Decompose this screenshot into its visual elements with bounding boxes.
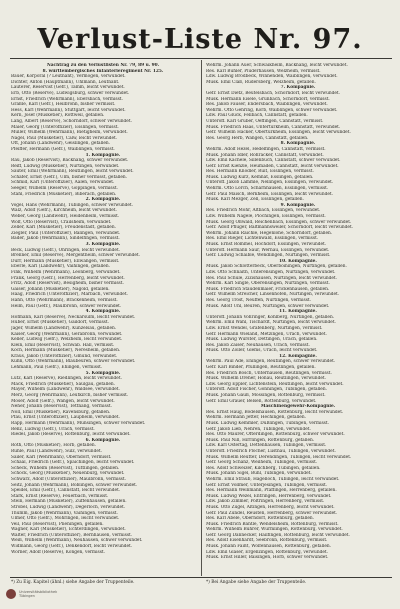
list-entry: Riedel, Jakob (Reserve), Rottenburg, leicht verwundet. [11,432,131,438]
list-entry: Stein, Hermann (Musketier), Zuffenhausen, gefallen. [11,499,127,505]
list-entry: Wörner, Adolf (Reserve), Köngen, vermisst. [11,549,106,555]
list-entry: Neher, Johann (Reservist), Tettnang, vermisst. [11,404,112,410]
footnote-rule [10,577,392,578]
list-entry: Unteroff. Adolf Fischer, Gönningen, Tübingen, gefallen. [206,387,327,393]
list-entry: Res. Emil Rieger, Lichtenwald, Esslingen, vermisst. [206,236,319,242]
list-entry: Musk. Adolf Uhl, Beuren, Nürtingen, schwer verwundet. [206,303,330,309]
section-heading: 7. Kompagnie. [280,85,316,91]
list-entry: Thumm, Jakob (Wehrmann), Vaihingen, vermisst. [11,510,118,516]
list-entry: Kaiser, Georg (Wehrmann), Gerabronn, verwundet. [11,331,123,337]
list-entry: Wehrm. Otto Gehring, Korb, Waiblingen, schwer verwundet. [206,107,338,113]
list-entry: Koch, Hermann (Musketier), Neresheim, gefallen. [11,348,121,354]
list-entry: Gefr. Karl Binder, Pfullingen, Reutlingen, gefallen. [206,365,316,371]
list-entry: Reiff, Ludwig (Musketier), Nürtingen, verwundet. [11,163,120,169]
list-entry: Sailer, Karl (Wehrmann), Oberndorf, vermisst. [11,454,112,460]
list-entry: Veil, Paul (Reservist), Plieningen, gefallen. [11,521,104,527]
title-rule [10,58,392,59]
section-heading: 2. Kompagnie. [85,197,121,203]
list-entry: Seeger, Wilhelm (Reserve), Göppingen, vermisst. [11,186,118,192]
list-entry: Ldw. Emil Glaser, Ergenzingen, Rottenburg, verwundet. [206,549,328,555]
list-entry: Kuhn, Otto (Wehrmann), Blaubeuren, schwer verwundet. [11,359,136,365]
list-entry: Ldw. Wilhelm Nägele, Plochingen, Esslingen, vermisst. [206,214,326,220]
list-entry: Wehrm. Paul Ade, Eningen, Reutlingen, schwer verwundet. [206,359,336,365]
list-entry: Hess, Karl (Wehrmann), Stuttgart, leicht verwundet. [11,107,126,113]
list-entry: Musk. Ernst Rommel, Hochdorf, Esslingen, verwundet. [206,242,327,247]
list-entry: Gefr. Georg Dannecker, Hailfingen, Rottenburg, leicht verwundet. [206,532,350,538]
list-entry: Res. Friedrich Mohr, Altbach, Esslingen, verwundet. [206,208,321,214]
list-entry: Res. Karl Abele, Oberndorf, Rottenburg, gefallen. [206,516,315,522]
list-entry: Wehrm. Karl Single, Oberensingen, Nürtingen, vermisst. [206,281,330,287]
list-entry: Gefr. Wilhelm Streicher, Linsenhofen, Nürtingen, verwundet. [206,292,340,298]
list-entry: Musk. Ludwig Kemmler, Dußlingen, Tübingen, vermisst. [206,421,329,426]
list-entry: Widmann, Georg (Gefr.), Denkendorf, leicht verwundet. [11,544,133,550]
list-entry: Unteroff. Jakob Lämmle, Nellingen, Esslingen, verwundet. [206,180,334,186]
list-entry: Ldw. Paul Glück, Fellbach, Cannstatt, gefallen. [206,113,308,119]
list-entry: Res. Friedrich Bosch, Unterhausen, Reutlingen, vermisst. [206,370,332,376]
list-entry: Frank, Georg (Gefr.), Herrenberg, leicht verwundet. [11,275,125,281]
list-entry: Gefr. Ernst Kienzle, Heumaden, Cannstatt, leicht verwundet. [206,163,339,169]
list-entry: Musk. Ludwig Wurster, Dettingen, Urach, gefallen. [206,337,318,343]
list-entry: Keller, Ludwig (Gefr.), Welzheim, leicht verwundet. [11,337,123,343]
list-entry: Ott, Johann (Landwehr), Geislingen, gefallen. [11,141,111,147]
list-entry: Kraus, Jakob (Unteroffizier), Gmünd, verwundet. [11,353,118,359]
list-entry: Gefr. Jakob Lieb, Nehren, Tübingen, verwundet. [206,426,311,432]
section-heading: 6. Kompagnie. [85,437,121,443]
list-entry: Musk. Wilhelm Dreher, Honau, Reutlingen, verwundet. [206,376,326,382]
list-entry: Musk. Ludwig Wezel, Entringen, Herrenberg, verwundet. [206,493,332,499]
list-entry: Jäger, Wilhelm (Landwehr), Künzelsau, gefallen. [11,325,117,331]
list-entry: Wehrm. Emil Straub, Hagelloch, Tübingen, leicht verwundet. [206,476,340,482]
list-entry: Rau, Jakob (Reservist), Backnang, schwer verwundet. [11,158,129,164]
list-entry: Hahn, Otto (Wehrmann), Brackenheim, vermisst. [11,297,118,303]
list-entry: Kern, Josef (Musketier), Rottweil, gefallen. [11,113,105,119]
list-entry: Rapp, Hermann (Wehrmann), Münsingen, schwer verwundet. [11,421,146,426]
list-entry: Musk. Karl Mezger, Zell, Esslingen, gefallen. [206,197,304,203]
section-heading: 8. württembergisches Infanterieregiment Nr. 125. [42,68,164,74]
list-entry: Musk. Otto Zoller, Glems, Urach, leicht verwundet. [206,348,318,354]
list-entry: Res. Georg Trost, Neuffen, Nürtingen, vermisst. [206,297,312,303]
footnote-left: *) Zu Eig. Kapitel (ähnl.) siehe Angabe der Truppenteile. [11,580,135,585]
list-entry: Gefr. Georg Schanz, Weilheim, Tübingen, vermisst. [206,460,318,466]
list-entry: Musk. Ludwig Kurz, Kemnat, Esslingen, gefallen. [206,174,314,180]
list-entry: Rühle, Paul (Landwehr), Sulz, verwundet. [11,448,102,454]
list-entry: Schmid, Karl (Unteroffizier), Aalen, verwundet. [11,180,115,186]
list-entry: Speidel, Emil (Gefr.), Cannstatt, leicht verwundet. [11,488,121,494]
list-entry: Musk. Friedrich Haas, Untertürkheim, Cannstatt, verwundet. [206,124,341,130]
list-entry: Roth, Otto (Musketier), Horb, gefallen. [11,443,97,449]
list-entry: Ldw. Jakob Zimmer, Poltringen, Herrenberg, vermisst. [206,499,325,505]
list-entry: Ulmer, Otto (Gefr.), Möhringen, leicht verwundet. [11,516,120,522]
list-entry: Vogel, Hans (Wehrmann), Tübingen, schwer verwundet. [11,202,133,208]
list-entry: Schaal, Friedrich (Gefr.), Spaichingen, leicht verwundet. [11,460,135,466]
section-heading: 12. Kompagnie. [279,353,317,359]
list-entry: Dürr, Hermann (Musketier), Ellwangen, vermisst. [11,258,120,264]
section-heading: Nachtrag zu den Verlustlisten Nr. 79, 89 u. 90. [46,63,160,68]
list-entry: Lauterer, Reservist (Gefr.), Tamm, leicht verwundet. [11,85,125,91]
list-entry: Schwarz, Adolf (Unteroffizier), Maulbronn, vermisst. [11,476,126,482]
list-entry: Res. Hermann Weinmann, Pfäffingen, Herrenberg, gefallen. [206,488,337,494]
list-entry: Ldw. Emil Kächele, Sillenbuch, Cannstatt, schwer verwundet. [206,158,341,164]
section-heading: 11. Kompagnie. [279,309,317,315]
list-entry: Heim, Paul (Gefr.), Maulbronn, schwer verwundet. [11,303,122,309]
list-entry: Wehrm. Johann Raichle, Hegenlohe, Schorndorf, gefallen. [206,230,333,236]
list-entry: Gräßle, Karl (Gefr.), Heilbronn, bisher vermisst. [11,102,116,108]
list-entry: Bauer, Korporal (? Leutnant), Vermögen, verwundet. [11,74,126,80]
list-entry: Musk. Friedrich Bantle, Wendelsheim, Rottenburg, vermisst. [206,521,339,527]
list-entry: Musk. Emil Claß, Rudersberg, Welzheim, gefallen. [206,79,316,85]
list-entry: Gefr. Emil Grauer, Belsen, Rottenburg, verwundet. [206,398,317,404]
list-entry: Gefr. Ernst Dietz, Beutelsbach, Schorndorf, leicht verwundet. [206,90,341,96]
list-entry: Res. Jakob Fauser, Endersbach, Waiblingen, verwundet. [206,102,328,108]
list-entry: Maier, Georg (Unteroffizier), Esslingen, vermisst. [11,124,119,130]
list-entry: Erb, Otto (Reserve), Ludwigsburg, schwer verwundet. [11,90,130,96]
section-heading: 8. Kompagnie. [280,141,316,147]
section-heading: 3. Kompagnie. [85,242,121,247]
list-entry: Noll, Emil (Musketier), Ravensburg, gefallen. [11,409,111,415]
list-entry: Gefr. Ernst Vollmer, Unterjesingen, Tübingen, vermisst. [206,482,328,488]
section-heading: 4. Kompagnie. [85,309,121,315]
section-heading: 10. Kompagnie. [279,258,317,264]
section-heading: 5. Kompagnie. [85,370,121,376]
column-divider [201,60,202,576]
list-entry: Res. Adolf Schweizer, Kilchberg, Tübingen, gefallen. [206,465,321,471]
list-entry: Musk. Hermann Eisele, Grunbach, Schorndorf, vermisst. [206,96,330,102]
list-entry: Gefr. Hermann Wieland, Metzingen, Urach, verwundet. [206,331,327,337]
list-entry: Unteroff. Friedrich Plocher, Lustnau, Tübingen, verwundet. [206,448,336,454]
list-entry: Ernst, Friedrich (Wehrmann), Ebersbach, vermisst. [11,96,123,102]
list-entry: Ziegler, Paul (Unteroffizier), Balingen, verwundet. [11,230,121,236]
list-entry: Wehrm. Emil Wahl, Tischardt, Nürtingen, leicht verwundet. [206,320,336,326]
list-entry: Scheck, Wilhelm (Reservist), Tuttlingen, gefallen. [11,465,120,471]
list-entry: Wehrm. Johann Auer, Schwaikheim, Backnang, leicht verwundet. [206,63,348,68]
list-entry: Musk. Johann Gauß, Mössingen, Rottenburg, vermisst. [206,393,326,399]
list-entry: Ldw. Karl Ostertag, Dettenhausen, Tübingen, vermisst. [206,443,327,449]
list-entry: Strobel, Ludwig (Landwehr), Degerloch, verwundet. [11,504,126,510]
list-entry: Unteroff. Karl Gruber, Oeffingen, Cannstatt, vermisst. [206,118,324,124]
list-entry: Hofmann, Karl (Reserve), Neckarsulm, leicht verwundet. [11,314,136,320]
list-entry: Brenner, Emil (Reserve), Mergentheim, schwer verwundet. [11,253,141,259]
list-entry: Unteroff. Hermann Saur, Wernau, Esslingen, verwundet. [206,247,330,253]
list-entry: Klein, Emil (Reservist), Schwäb. Hall, vermisst. [11,342,115,348]
list-entry: Beck, Ludwig (Gefr.), Öhringen, leicht verwundet. [11,247,121,253]
list-entry: Stark, Ernst (Reserve), Feuerbach, vermisst. [11,493,109,499]
list-entry: Wehrm. Otto Lorch, Scharnhausen, Esslingen, vermisst. [206,186,329,192]
list-entry: Res. Otto Maurer, Ofterdingen, Rottenburg, schwer verwundet. [206,432,345,438]
left-column [11,63,195,575]
list-entry: Seitz, Johann (Wehrmann), Böblingen, schwer verwundet. [11,482,138,488]
list-entry: Lutz, Karl (Reserve), Riedlingen, leicht verwundet. [11,376,122,382]
list-entry: Müller, Wilhelm (Wehrmann), Bietigheim, verwundet. [11,130,128,136]
list-entry: Merz, Georg (Wehrmann), Leutkirch, bisher vermisst. [11,393,129,399]
list-entry: Wagner, Karl (Musketier), Echterdingen, verwundet. [11,527,126,533]
list-entry: Fink, Wilhelm (Wehrmann), Leonberg, verwundet. [11,269,121,275]
list-entry: Gefr. Paul Maisch, Berkheim, Esslingen, leicht verwundet. [206,191,333,197]
list-entry: Nagel, Paul (Musketier), Calw, leicht verwundet. [11,135,118,141]
list-entry: Walter, Friedrich (Unteroffizier), Bernhausen, vermisst. [11,532,133,538]
library-logo-icon [6,589,16,599]
list-entry: Huber, Ernst (Musketier), Gaildorf, vermisst. [11,320,109,326]
list-entry: Musk. Wilhelm Reutter, Derendingen, Tübingen, leicht verwundet. [206,454,352,460]
list-entry: Musk. Johann Idler, Rohracker, Cannstatt, verwundet. [206,152,324,158]
list-entry: Musk. Jakob Schlotterbeck, Oberboihingen, Nürtingen, gefallen. [206,264,347,270]
right-column [206,63,390,575]
list-entry: Res. Karl Bühler, Plüderhausen, Welzheim, vermisst. [206,68,321,74]
list-entry: Pfeiffer, Hermann (Gefr.), Waiblingen, vermisst. [11,146,115,152]
list-entry: Musk. Johann Faißt, Wolfenhausen, Rottenburg, gefallen. [206,544,332,550]
list-entry: Musk. Otto Zügel, Altingen, Herrenberg, leicht verwundet. [206,504,335,510]
list-entry: Musk. Paul Nill, Hirrlingen, Rottenburg, gefallen. [206,437,315,443]
footnote-right: *) Bei Angabe siehe Angabe der Truppenteile. [206,580,307,585]
list-entry: Musk. Ernst Hiller, Baisingen, Horb, schwer verwundet. [206,555,329,561]
section-heading: 9. Kompagnie. [280,202,316,208]
list-entry: Walz, Adolf (Gefr.), Kirchheim, leicht verwundet. [11,208,117,214]
list-entry: Dichter, Anton (Hauptmann), Uhlmann, Leutnant. [11,79,120,85]
section-heading: Maschinengewehr-Kompagnie. [260,404,336,410]
list-entry: Res. Paul Schüle, Zizishausen, Nürtingen, leicht verwundet. [206,275,337,281]
list-entry: Gefr. Paul Zundel, Reusten, Herrenberg, schwer verwundet. [206,510,338,516]
list-entry: Unteroff. Johann Vöhringer, Kohlberg, Nürtingen, gefallen. [206,314,335,320]
list-entry: Lang, Albert (Reserve), Schorndorf, schwer verwundet. [11,118,132,124]
list-entry: Res. Ernst Haug, Bodelshausen, Rottenburg, leicht verwundet. [206,409,344,415]
list-entry: Weiß, Wilhelm (Wehrmann), Neuhausen, schwer verwundet. [11,538,143,544]
list-entry: Musk. Friedrich Staudenmaier, Frickenhausen, gefallen. [206,286,330,292]
list-entry: Musk. Georg Oßwald, Reichenbach, Esslingen, schwer verwundet. [206,219,352,225]
list-entry: Schöck, Georg (Musketier), Neuenbürg, verwundet. [11,471,125,477]
list-entry: Wehrm. Wilhelm Bührer, Wurmlingen, Rottenburg, verwundet. [206,527,343,533]
list-entry: Gefr. Wilhelm Häcker, Obertürkheim, Esslingen, leicht verwundet. [206,130,351,136]
list-entry: Fritz, Adolf (Reservist), Besigheim, bisher vermisst. [11,281,124,287]
list-entry: Wolf, Otto (Reservist), Crailsheim, verwundet. [11,219,112,225]
list-entry: Wehrm. Hermann Jetter, Hechingen, gefallen. [206,415,306,421]
library-stamp [6,589,57,599]
list-entry: Res. Jakob Zaiser, Neuhausen, Urach, vermisst. [206,342,310,348]
page-title: Verlust-Liste Nr. 97. [37,24,363,55]
list-entry: Gefr. Adolf Pflüger, Baltmannsweiler, Schorndorf, leicht verwundet. [206,225,354,231]
list-entry: Ldw. Georg Eppler, Lichtenstein, Reutlingen, leicht verwundet. [206,381,344,387]
stamp-line: Tübingen [19,594,35,598]
section-heading: 1. Kompagnie. [85,152,121,158]
list-entry: Res. Hermann Knödler, Ruit, Esslingen, vermisst. [206,169,314,175]
list-entry: Res. Georg Herb, Wangen, Cannstatt, gefallen. [206,135,309,141]
list-entry: Zeller, Karl (Musketier), Freudenstadt, gefallen. [11,225,116,231]
list-entry: Eberle, Karl (Landwehr), Vaihingen, gefallen. [11,264,110,270]
list-entry: Pfau, Ernst (Unteroffizier), Laupheim, verwundet. [11,415,120,421]
list-entry: Ldw. Otto Schnaith, Unterensingen, Nürtingen, verwundet. [206,269,336,275]
list-entry: Musk. Johann Sigel, Bühl, Tübingen, verwundet. [206,471,312,477]
list-entry: Res. Adolf Eisenhardt, Seebronn, Rottenburg, vermisst. [206,538,328,544]
list-entry: Haag, Friedrich (Unteroffizier), Marbach, verwundet. [11,292,128,298]
list-entry: Mack, Friedrich (Musketier), Saulgau, gefallen. [11,381,116,387]
list-entry: Sauter, Emil (Wehrmann), Reutlingen, leicht verwundet. [11,169,134,175]
list-entry: Bader, Jakob (Wehrmann), Sindelfingen, vermisst. [11,236,120,242]
list-entry: Renz, Ludwig (Gefr.), Urach, vermisst. [11,426,95,432]
list-entry: Ldw. Ludwig Brodbeck, Winnenden, Waiblingen, verwundet. [206,74,338,80]
stamp-line: Universitätsbibliothek [19,590,58,594]
list-entry: Moser, Adolf (Gefr.), Wangen, leicht verwundet. [11,398,115,404]
list-entry: Gaiser, Johann (Musketier), Nagold, gefallen. [11,286,110,292]
list-entry: Wehrm. Adolf Hezel, Hedelfingen, Cannstatt, vermisst. [206,146,326,152]
list-entry: Gefr. Ludwig Schaible, Wendlingen, Nürtingen, vermisst. [206,253,331,259]
list-entry: Ldw. Ernst Wendel, Grafenberg, Nürtingen, vermisst. [206,325,323,331]
list-entry: Lehmann, Paul (Gefr.), Ehingen, vermisst. [11,365,103,371]
list-entry: Mayer, Wilhelm (Landwehr), Waldsee, verwundet. [11,387,120,393]
list-entry: Schäfer, Ernst (Gefr.), Ulm, bisher vermisst, gefallen. [11,174,128,180]
list-entry: Stahl, Friedrich (Musketier), Biberach, gefallen. [11,191,117,197]
list-entry: Weber, Georg (Landwehr), Heidenheim, vermisst. [11,214,120,220]
